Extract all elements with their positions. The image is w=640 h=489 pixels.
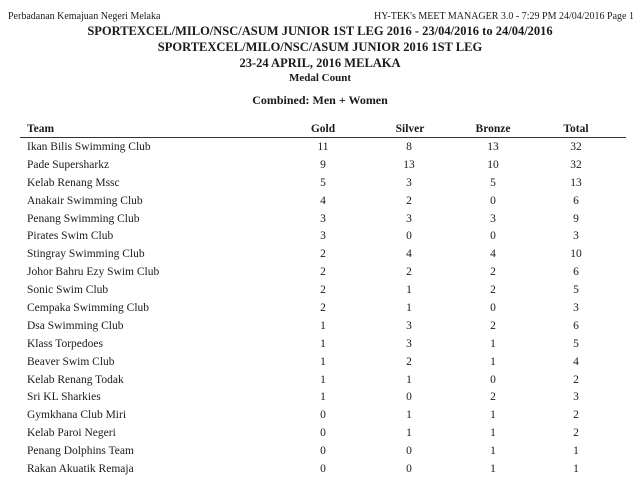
table-row — [0, 337, 640, 355]
table-header — [0, 122, 640, 138]
cell-total: 4 — [573, 355, 579, 368]
cell-silver: 1 — [406, 302, 412, 315]
cell-silver: 1 — [406, 427, 412, 440]
report-subtitle: Combined: Men + Women — [252, 93, 388, 107]
table-row — [0, 176, 640, 194]
cell-team: Rakan Akuatik Remaja — [27, 463, 134, 476]
cell-silver: 1 — [406, 284, 412, 297]
cell-team: Dsa Swimming Club — [27, 319, 124, 332]
cell-silver: 8 — [406, 141, 412, 153]
table-row — [0, 229, 640, 247]
cell-gold: 0 — [320, 463, 326, 476]
cell-total: 9 — [573, 212, 579, 225]
cell-silver: 2 — [406, 266, 412, 279]
cell-silver: 1 — [406, 409, 412, 422]
column-header-bronze: Bronze — [475, 123, 511, 135]
cell-bronze: 1 — [490, 463, 496, 476]
cell-total: 6 — [573, 194, 579, 207]
table-row — [0, 301, 640, 319]
cell-total: 5 — [573, 337, 579, 350]
column-header-silver: Silver — [395, 123, 425, 135]
cell-silver: 4 — [406, 248, 412, 261]
table-row — [0, 319, 640, 337]
cell-gold: 11 — [317, 141, 329, 153]
cell-gold: 1 — [320, 391, 326, 404]
cell-team: Stingray Swimming Club — [27, 248, 145, 261]
cell-total: 1 — [573, 445, 579, 458]
cell-team: Johor Bahru Ezy Swim Club — [27, 266, 160, 279]
cell-bronze: 2 — [490, 391, 496, 404]
cell-total: 2 — [573, 409, 579, 422]
cell-bronze: 2 — [490, 266, 496, 279]
cell-bronze: 0 — [490, 373, 496, 386]
cell-bronze: 1 — [490, 409, 496, 422]
cell-bronze: 10 — [487, 158, 499, 171]
cell-bronze: 0 — [490, 302, 496, 315]
cell-gold: 9 — [320, 158, 326, 171]
column-header-gold: Gold — [310, 123, 336, 135]
cell-gold: 2 — [320, 248, 326, 261]
table-row — [0, 194, 640, 212]
cell-team: Anakair Swimming Club — [27, 194, 143, 207]
cell-bronze: 1 — [490, 427, 496, 440]
table-row — [0, 212, 640, 230]
cell-gold: 1 — [320, 373, 326, 386]
cell-silver: 2 — [406, 194, 412, 207]
table-row — [0, 373, 640, 391]
cell-silver: 0 — [406, 230, 412, 243]
medal-table-body — [0, 140, 640, 480]
table-row — [0, 158, 640, 176]
cell-total: 3 — [573, 302, 579, 315]
cell-team: Penang Swimming Club — [27, 212, 140, 225]
cell-bronze: 4 — [490, 248, 496, 261]
cell-total: 2 — [573, 373, 579, 386]
cell-bronze: 5 — [490, 176, 496, 189]
cell-gold: 1 — [320, 337, 326, 350]
cell-total: 6 — [573, 266, 579, 279]
cell-team: Klass Torpedoes — [27, 337, 103, 350]
cell-team: Sonic Swim Club — [27, 284, 109, 297]
cell-gold: 3 — [320, 212, 326, 225]
cell-gold: 2 — [320, 302, 326, 315]
meet-title-full: SPORTEXCEL/MILO/NSC/ASUM JUNIOR 1ST LEG 2016 - 23/04/2016 to 24/04/2016 — [87, 24, 553, 38]
cell-total: 13 — [570, 176, 582, 189]
header-divider — [20, 137, 626, 138]
table-row — [0, 408, 640, 426]
cell-gold: 5 — [320, 176, 326, 189]
cell-silver: 13 — [403, 158, 415, 171]
cell-team: Cempaka Swimming Club — [27, 302, 150, 315]
cell-silver: 1 — [406, 373, 412, 386]
cell-bronze: 1 — [490, 445, 496, 458]
meet-title: SPORTEXCEL/MILO/NSC/ASUM JUNIOR 2016 1ST LEG — [157, 40, 483, 54]
cell-total: 10 — [570, 248, 582, 261]
cell-silver: 3 — [406, 337, 412, 350]
table-row — [0, 265, 640, 283]
cell-bronze: 0 — [490, 194, 496, 207]
cell-bronze: 3 — [490, 212, 496, 225]
cell-silver: 2 — [406, 355, 412, 368]
cell-team: Kelab Paroi Negeri — [27, 427, 116, 440]
table-row — [0, 355, 640, 373]
cell-total: 6 — [573, 319, 579, 332]
cell-gold: 0 — [320, 409, 326, 422]
table-row — [0, 462, 640, 480]
software-timestamp-page: HY-TEK's MEET MANAGER 3.0 - 7:29 PM 24/04/2016 Page 1 — [374, 11, 634, 22]
cell-total: 3 — [573, 230, 579, 243]
cell-gold: 2 — [320, 266, 326, 279]
column-header-team: Team — [27, 123, 55, 135]
cell-bronze: 1 — [490, 337, 496, 350]
cell-bronze: 2 — [490, 284, 496, 297]
cell-gold: 1 — [320, 319, 326, 332]
cell-team: Kelab Renang Todak — [27, 373, 124, 386]
table-row — [0, 247, 640, 265]
table-row — [0, 140, 640, 158]
cell-team: Kelab Renang Mssc — [27, 176, 120, 189]
cell-silver: 0 — [406, 391, 412, 404]
cell-silver: 3 — [406, 176, 412, 189]
cell-bronze: 2 — [490, 319, 496, 332]
column-header-total: Total — [563, 123, 589, 135]
report-title: Medal Count — [288, 72, 352, 84]
cell-gold: 2 — [320, 284, 326, 297]
cell-total: 5 — [573, 284, 579, 297]
cell-silver: 0 — [406, 463, 412, 476]
cell-team: Sri KL Sharkies — [27, 391, 101, 404]
cell-team: Pirates Swim Club — [27, 230, 114, 243]
cell-team: Penang Dolphins Team — [27, 445, 134, 458]
cell-team: Pade Supersharkz — [27, 158, 110, 171]
cell-bronze: 1 — [490, 355, 496, 368]
cell-team: Ikan Bilis Swimming Club — [27, 141, 151, 153]
table-row — [0, 390, 640, 408]
cell-silver: 3 — [406, 319, 412, 332]
cell-gold: 4 — [320, 194, 326, 207]
table-row — [0, 426, 640, 444]
cell-silver: 3 — [406, 212, 412, 225]
cell-gold: 0 — [320, 427, 326, 440]
cell-bronze: 13 — [487, 141, 499, 153]
cell-team: Gymkhana Club Miri — [27, 409, 127, 422]
cell-gold: 1 — [320, 355, 326, 368]
table-row — [0, 283, 640, 301]
table-row — [0, 444, 640, 462]
cell-total: 1 — [573, 463, 579, 476]
cell-total: 32 — [570, 141, 582, 153]
cell-total: 2 — [573, 427, 579, 440]
cell-gold: 0 — [320, 445, 326, 458]
meet-date-location: 23-24 APRIL, 2016 MELAKA — [239, 56, 401, 70]
cell-total: 3 — [573, 391, 579, 404]
cell-total: 32 — [570, 158, 582, 171]
cell-team: Beaver Swim Club — [27, 355, 115, 368]
cell-silver: 0 — [406, 445, 412, 458]
organization-name: Perbadanan Kemajuan Negeri Melaka — [8, 11, 161, 22]
cell-gold: 3 — [320, 230, 326, 243]
cell-bronze: 0 — [490, 230, 496, 243]
